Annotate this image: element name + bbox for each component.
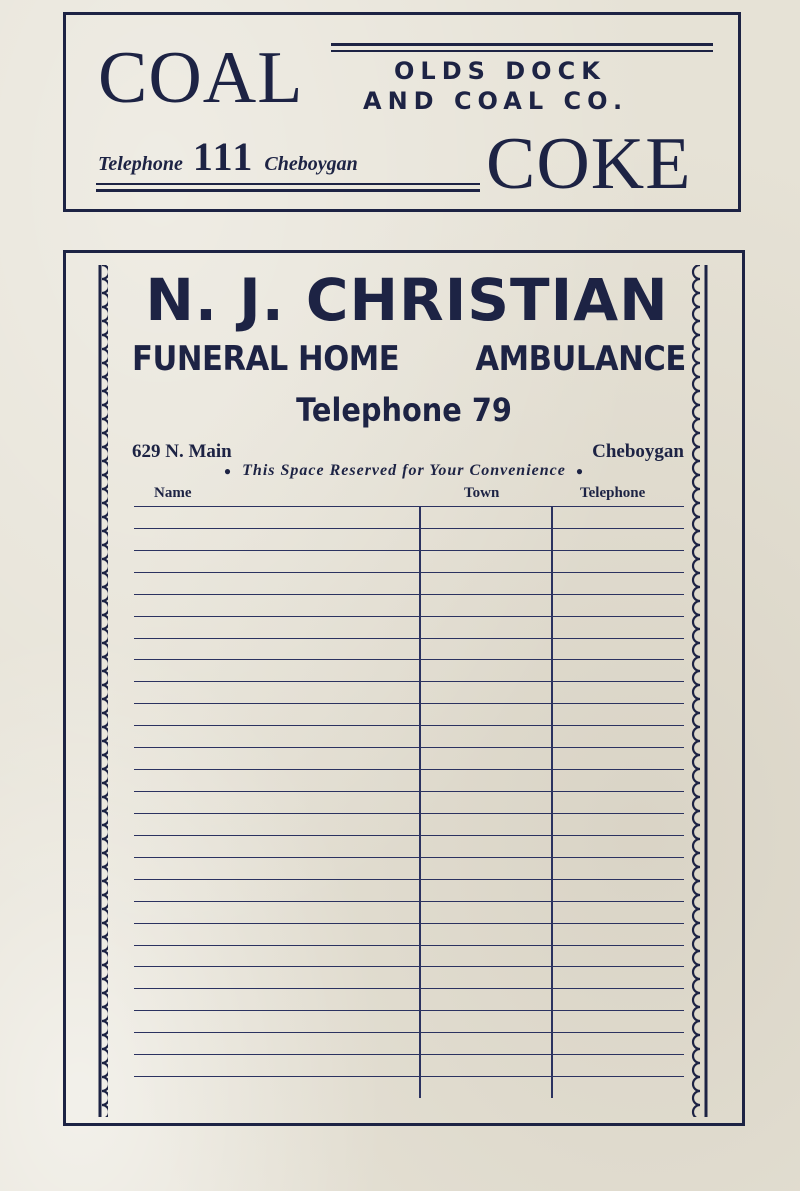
entry-line (134, 879, 684, 880)
coke-word: COKE (486, 123, 692, 205)
column-divider (551, 506, 553, 1098)
entry-line (134, 506, 684, 507)
coal-phone-label: Telephone (98, 153, 183, 175)
entry-line (134, 1010, 684, 1011)
entry-line (134, 857, 684, 858)
entry-line (134, 747, 684, 748)
entry-line (134, 791, 684, 792)
entry-line (134, 572, 684, 573)
column-header-name: Name (154, 485, 192, 501)
funeral-home-card (63, 250, 745, 1126)
company-name-line1: OLDS DOCK (394, 57, 606, 85)
entry-line (134, 769, 684, 770)
entry-line (134, 813, 684, 814)
coal-city: Cheboygan (264, 153, 358, 175)
funeral-home-title: FUNERAL HOME (132, 339, 400, 379)
entry-line (134, 966, 684, 967)
top-rule (331, 43, 713, 46)
entry-line (134, 703, 684, 704)
reserved-space-note-text: This Space Reserved for Your Convenience (242, 462, 566, 479)
entry-line (134, 901, 684, 902)
entry-line (134, 638, 684, 639)
bottom-rule (96, 189, 480, 192)
column-header-town: Town (464, 485, 500, 501)
entry-line (134, 681, 684, 682)
entry-line (134, 725, 684, 726)
entry-line (134, 594, 684, 595)
entry-line (134, 945, 684, 946)
entry-line (134, 923, 684, 924)
coal-phone-row (98, 133, 358, 180)
entry-lines-table (134, 506, 684, 1098)
reserved-space-note (66, 462, 742, 480)
funeral-home-phone: Telephone 79 (296, 391, 512, 429)
coal-word: COAL (98, 37, 304, 119)
entry-line (134, 1054, 684, 1055)
entry-line (134, 659, 684, 660)
column-header-telephone: Telephone (580, 485, 646, 501)
funeral-home-name: N. J. CHRISTIAN (145, 266, 669, 334)
bottom-rule-thin (96, 183, 480, 185)
entry-line (134, 616, 684, 617)
bullet-dot-icon: ● (575, 464, 585, 478)
funeral-home-city: Cheboygan (592, 441, 684, 462)
entry-line (134, 1076, 684, 1077)
entry-line (134, 550, 684, 551)
coal-ad-box (63, 12, 741, 212)
funeral-home-address: 629 N. Main (132, 441, 232, 462)
top-rule-thin (331, 50, 713, 52)
entry-line (134, 988, 684, 989)
entry-line (134, 528, 684, 529)
entry-line (134, 1032, 684, 1033)
column-divider (419, 506, 421, 1098)
company-name-line2: AND COAL CO. (363, 87, 629, 115)
entry-line (134, 835, 684, 836)
bullet-dot-icon: ● (223, 464, 233, 478)
coal-phone-number: 111 (192, 134, 255, 179)
ambulance-title: AMBULANCE (475, 339, 686, 379)
